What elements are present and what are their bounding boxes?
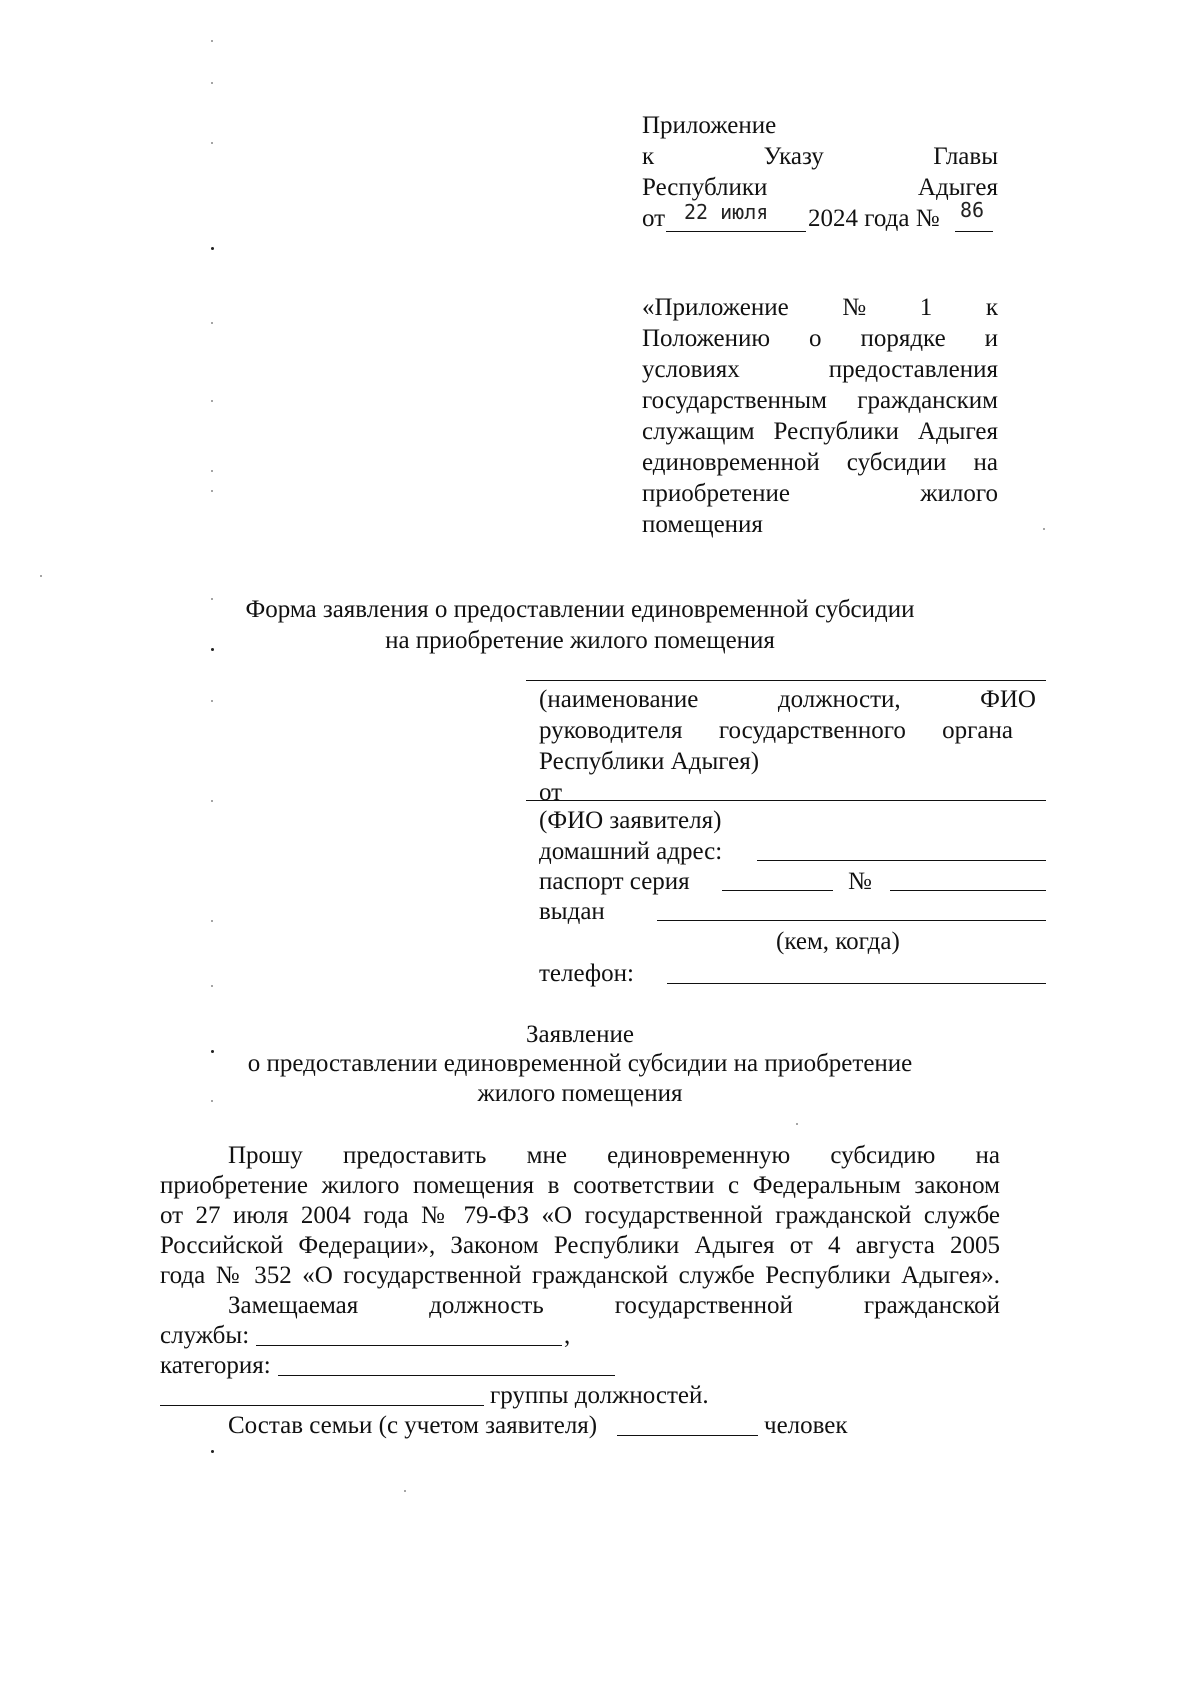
appendix2-line-8: помещения <box>642 511 763 538</box>
appendix2-line-5: служащим Республики Адыгея <box>642 418 998 445</box>
body-p2-line-1: Замещаемая должность государственной гражданской <box>228 1292 1000 1319</box>
service-line <box>256 1345 562 1346</box>
body-p2-groups: группы должностей. <box>490 1382 709 1409</box>
issued-line <box>657 920 1046 921</box>
from-line <box>526 800 1046 801</box>
scan-speck <box>211 1100 213 1102</box>
body-p1-line-2: приобретение жилого помещения в соответствии с Федеральным законом <box>160 1172 1000 1199</box>
scan-speck <box>211 648 214 651</box>
addressee-caption-line-3: Республики Адыгея) <box>539 748 760 775</box>
statement-subtitle-line-1: о предоставлении единовременной субсидии на приобретение <box>247 1050 913 1077</box>
scan-speck <box>40 575 42 577</box>
scan-speck <box>211 985 213 987</box>
appendix-ot: от <box>642 205 666 232</box>
appendix2-line-6: единовременной субсидии на <box>642 449 998 476</box>
word-ukazu: Указу <box>763 143 824 170</box>
scan-speck <box>211 40 213 42</box>
appendix2-word-4: к <box>985 294 998 321</box>
appendix2-word-1: «Приложение <box>642 294 789 321</box>
addressee-from: от <box>539 779 563 806</box>
appendix-number: 86 <box>960 198 985 222</box>
scan-speck <box>211 82 213 84</box>
home-address-label: домашний адрес: <box>539 838 723 865</box>
body-p2-comma: , <box>564 1322 571 1349</box>
appendix2-line-2: Положению о порядке и <box>642 325 998 352</box>
scan-speck <box>211 322 213 324</box>
scan-speck <box>1043 528 1045 530</box>
body-p2-service-label: службы: <box>160 1322 250 1349</box>
appendix-title: Приложение <box>642 112 777 139</box>
body-p1-line-3: от 27 июля 2004 года № 79-ФЗ «О государственной гражданской службе <box>160 1202 1000 1229</box>
scan-speck <box>211 700 213 702</box>
statement-title: Заявление <box>525 1021 635 1048</box>
addressee-caption-line-1: (наименование должности, ФИО <box>539 686 1036 713</box>
appendix2-line-7: приобретение жилого <box>642 480 998 507</box>
family-count-line <box>617 1435 758 1436</box>
word-k: к <box>642 143 655 170</box>
appendix2-line-4: государственным гражданским <box>642 387 998 414</box>
appendix2-line-3: условиях предоставления <box>642 356 998 383</box>
group-line <box>160 1405 484 1406</box>
issued-label: выдан <box>539 898 605 925</box>
scan-speck <box>211 490 213 492</box>
category-line <box>278 1375 615 1376</box>
number-line <box>955 231 993 232</box>
form-title-line-1: Форма заявления о предоставлении единовременной субсидии <box>245 596 915 623</box>
issued-caption: (кем, когда) <box>776 928 900 955</box>
word-respubliki: Республики <box>642 174 768 201</box>
appendix-year: 2024 года № <box>808 205 940 232</box>
body-p2-category-label: категория: <box>160 1352 271 1379</box>
appendix-date: 22 июля <box>684 200 769 224</box>
appendix2-word-2: № <box>842 294 867 321</box>
body-p3-persons: человек <box>764 1412 848 1439</box>
scan-speck <box>211 247 214 250</box>
passport-number-sign: № <box>848 868 872 895</box>
appendix2-word-3: 1 <box>919 294 933 321</box>
body-p3-family: Состав семьи (с учетом заявителя) <box>228 1412 598 1439</box>
home-address-line <box>757 860 1046 861</box>
passport-number-line <box>890 890 1046 891</box>
phone-line <box>667 983 1046 984</box>
statement-subtitle-line-2: жилого помещения <box>477 1080 683 1107</box>
body-p1-line-4: Российской Федерации», Законом Республики Адыгея от 4 августа 2005 <box>160 1232 1000 1259</box>
word-glavy: Главы <box>933 143 998 170</box>
scan-speck <box>211 598 213 600</box>
word-adygei: Адыгея <box>917 174 998 201</box>
scan-speck <box>404 1490 406 1492</box>
appendix-line-2 <box>642 141 998 173</box>
scan-speck <box>211 142 213 144</box>
date-line <box>666 231 806 232</box>
appendix2-line-1 <box>642 292 998 324</box>
scan-speck <box>796 1123 798 1125</box>
scan-speck <box>211 920 213 922</box>
phone-label: телефон: <box>539 960 634 987</box>
scan-speck <box>211 470 213 472</box>
applicant-caption: (ФИО заявителя) <box>539 807 722 834</box>
scan-speck <box>211 1450 214 1453</box>
form-title-line-2: на приобретение жилого помещения <box>385 627 775 654</box>
addressee-top-line <box>526 680 1046 681</box>
body-p1-line-5: года № 352 «О государственной гражданской службе Республики Адыгея». <box>160 1262 1000 1289</box>
passport-series-label: паспорт серия <box>539 868 690 895</box>
addressee-caption-line-2: руководителя государственного органа <box>539 717 1013 744</box>
passport-series-line <box>722 890 833 891</box>
scan-speck <box>211 1050 214 1053</box>
body-p1-line-1: Прошу предоставить мне единовременную субсидию на <box>228 1142 1000 1169</box>
scan-speck <box>211 400 213 402</box>
scan-speck <box>211 800 213 802</box>
